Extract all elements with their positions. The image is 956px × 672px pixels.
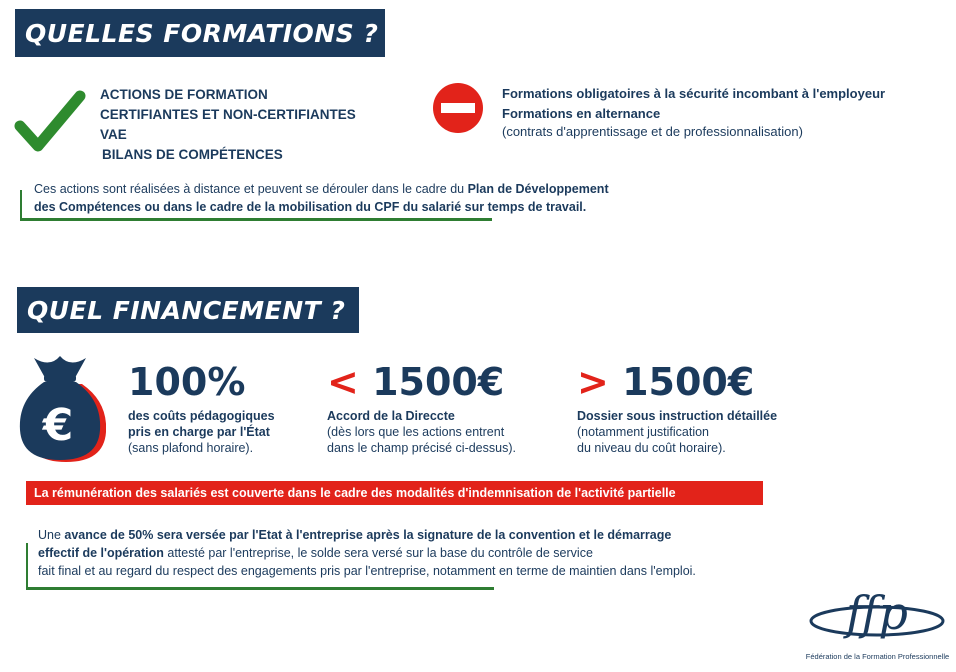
section-title-formations: [15, 9, 385, 57]
ffp-logo: [805, 585, 950, 665]
logo-caption: Fédération de la Formation Professionnelle: [805, 652, 950, 661]
money-bag-euro-icon: [14, 352, 106, 464]
included-item: VAE: [100, 127, 127, 142]
section-title-text: QUELLES FORMATIONS ?: [25, 18, 379, 48]
checkmark-icon: [14, 88, 86, 156]
section-title-financement: [17, 287, 359, 333]
financing-value: 1500€: [622, 360, 755, 404]
ffp-logo-mark: [805, 585, 950, 645]
included-item: CERTIFIANTES ET NON-CERTIFIANTES: [100, 107, 356, 122]
logo-text: ffp: [845, 586, 909, 640]
svg-text:€: €: [42, 400, 74, 451]
financing-col-1: 100% des coûts pédagogiques pris en charge par l'État (sans plafond horaire).: [128, 360, 275, 455]
remuneration-banner: La rémunération des salariés est couverte dans le cadre des modalités d'indemnisation de l'activité partielle: [26, 481, 763, 505]
financing-col-2: < 1500€ Accord de la Direccte (dès lors que les actions entrent dans le champ précisé ci-dessus).: [327, 360, 516, 455]
no-entry-icon: [432, 82, 484, 134]
excluded-list: [502, 84, 885, 140]
included-item: ACTIONS DE FORMATION: [100, 87, 268, 102]
excluded-item: Formations obligatoires à la sécurité incombant à l'employeur: [502, 86, 886, 101]
less-than-symbol: <: [327, 360, 359, 404]
included-list: [100, 85, 356, 165]
excluded-item: Formations en alternance: [502, 106, 661, 121]
included-item: BILANS DE COMPÉTENCES: [102, 147, 283, 162]
financing-value: 100%: [128, 360, 246, 404]
section-title-text: QUEL FINANCEMENT ?: [27, 295, 346, 325]
financing-col-3: > 1500€ Dossier sous instruction détaillée (notamment justification du niveau du coût horaire).: [577, 360, 778, 455]
excluded-note: (contrats d'apprentissage et de professionnalisation): [502, 124, 803, 139]
greater-than-symbol: >: [577, 360, 609, 404]
financing-value: 1500€: [372, 360, 505, 404]
advance-note: Une avance de 50% sera versée par l'Etat à l'entreprise après la signature de la convention et le démarrage effectif de l'opération attesté par l'entreprise, le solde sera versé sur la base du contrôle de service fait final et au regard du respect des engagements pris par l'entreprise, notamment en terme de maintien dans l'emploi.: [38, 528, 696, 578]
training-note: Ces actions sont réalisées à distance et peuvent se dérouler dans le cadre du Plan de Développement des Compétences ou dans le cadre de la mobilisation du CPF du salarié sur temps de travail.: [34, 182, 609, 214]
